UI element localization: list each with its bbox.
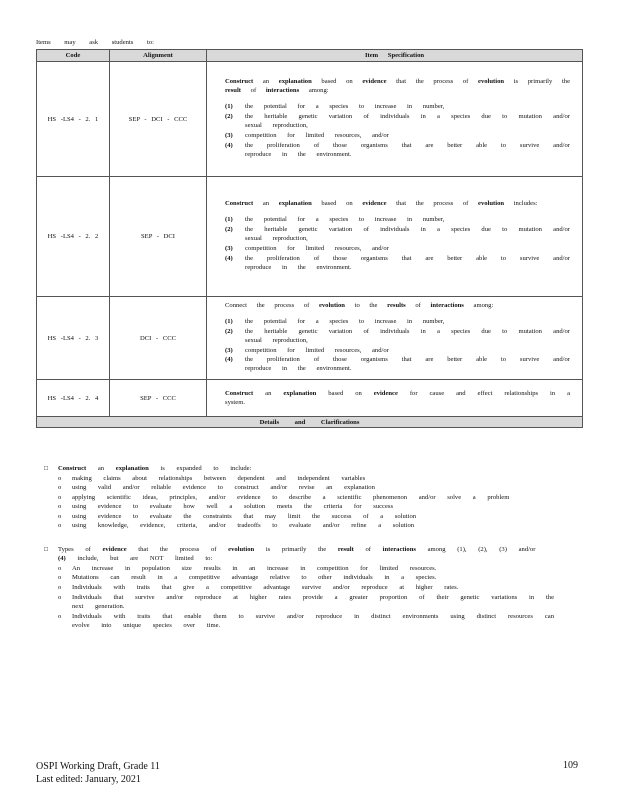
- square-bullet-icon: □: [44, 465, 48, 472]
- item-text: the heritable genetic variation of individuals in a species due to mutation and/or sexual reproduction,: [245, 327, 570, 344]
- item-number: (1): [225, 216, 233, 224]
- row-specification: [207, 62, 583, 177]
- footer: [36, 760, 160, 786]
- list-item-text: An increase in population size results in an increase in competition for limited resources.: [72, 564, 437, 572]
- item-text: the potential for a species to increase in number,: [245, 216, 445, 224]
- row-code: HS -LS4 - 2. 1: [37, 62, 110, 177]
- spec-item-list: [225, 103, 570, 159]
- row-code: HS -LS4 - 2. 3: [37, 297, 110, 380]
- item-text: the proliferation of those organisms that are better able to survive and/or reproduce in the environment.: [245, 141, 570, 158]
- list-item-text: applying scientific ideas, principles, and/or evidence to describe a scientific phenomenon and/or solve a problem: [72, 493, 510, 501]
- list-item-text: Mutations can result in a competitive advantage relative to other individuals in a species.: [72, 574, 437, 582]
- row-specification: [207, 177, 583, 297]
- list-item-text: making claims about relationships between dependent and independent variables: [72, 474, 366, 482]
- list-item: [225, 132, 570, 141]
- item-text: the heritable genetic variation of individuals in a species due to mutation and/or sexual reproduction,: [245, 226, 570, 243]
- item-text: the potential for a species to increase in number,: [245, 317, 445, 325]
- item-number: (2): [225, 226, 233, 234]
- block1-title: Construct an explanation is expanded to include:: [58, 465, 252, 472]
- page-number: 109: [563, 760, 578, 771]
- intro-text: Items may ask students to:: [36, 39, 154, 46]
- row-alignment: SEP - DCI - CCC: [110, 62, 207, 177]
- item-number: (3): [225, 346, 233, 354]
- item-text: the potential for a species to increase in number,: [245, 103, 445, 111]
- list-item-text: using evidence to evaluate how well a solution meets the criteria for success: [72, 503, 394, 511]
- details-section: [44, 464, 554, 631]
- spec-item-list: [225, 318, 570, 374]
- header-spec: Item Specification: [207, 50, 583, 62]
- row-alignment: DCI - CCC: [110, 297, 207, 380]
- header-code: Code: [37, 50, 110, 62]
- list-item: [225, 103, 570, 112]
- circle-bullet-icon: o: [58, 593, 62, 601]
- row-alignment: SEP - CCC: [110, 380, 207, 417]
- spec-statement: Construct an explanation based on evidence that the process of evolution is primarily the result of interactions among:: [225, 78, 571, 95]
- item-number: (1): [225, 103, 233, 111]
- list-item-text: Individuals with traits that give a competitive advantage survive and/or reproduce at higher rates.: [72, 584, 459, 592]
- circle-bullet-icon: o: [58, 493, 62, 501]
- block2-title: Types of evidence that the process of evolution is primarily the result of interactions among (1), (2), (3) and/or (4) include, but are NOT limited to:: [58, 545, 536, 563]
- circle-bullet-icon: o: [58, 474, 62, 482]
- header-alignment: Alignment: [110, 50, 207, 62]
- list-item: [225, 328, 570, 346]
- item-number: (3): [225, 244, 233, 252]
- details-block-2: [44, 545, 554, 564]
- item-number: (4): [225, 254, 233, 262]
- list-item: [58, 502, 554, 512]
- list-item: [58, 612, 554, 631]
- item-text: the proliferation of those organisms that are better able to survive and/or reproduce in the environment.: [245, 356, 570, 373]
- item-number: (2): [225, 327, 233, 335]
- circle-bullet-icon: o: [58, 503, 62, 511]
- details-header-row: [37, 417, 583, 428]
- details-block-1: [44, 464, 554, 474]
- item-number: (4): [225, 141, 233, 149]
- item-text: the proliferation of those organisms that are better able to survive and/or reproduce in the environment.: [245, 254, 570, 271]
- list-item: [225, 356, 570, 374]
- item-text: competition for limited resources, and/or: [245, 131, 389, 139]
- circle-bullet-icon: o: [58, 612, 62, 620]
- circle-bullet-icon: o: [58, 564, 62, 572]
- list-item: [58, 573, 554, 583]
- block2-list: [58, 564, 554, 631]
- list-item: [225, 255, 570, 273]
- table-header-row: [37, 50, 583, 62]
- item-number: (4): [225, 356, 233, 364]
- row-specification: [207, 380, 583, 417]
- list-item: [58, 512, 554, 522]
- row-alignment: SEP - DCI: [110, 177, 207, 297]
- list-item-text: using knowledge, evidence, criteria, and/or tradeoffs to evaluate and/or refine a solution: [72, 522, 415, 530]
- list-item: [225, 245, 570, 254]
- list-item: [58, 583, 554, 593]
- square-bullet-icon: □: [44, 545, 48, 553]
- item-number: (3): [225, 131, 233, 139]
- item-text: competition for limited resources, and/or: [245, 346, 389, 354]
- list-item: [225, 216, 570, 225]
- item-number: (1): [225, 317, 233, 325]
- circle-bullet-icon: o: [58, 484, 62, 492]
- list-item-text: using evidence to evaluate the constraints that may limit the success of a solution: [72, 512, 417, 520]
- details-header: Details and Clarifications: [37, 417, 583, 428]
- table-row: [37, 177, 583, 297]
- list-item-text: Individuals with traits that enable them to survive and/or reproduce in distinct environments using distinct resources can evolve into unique species over time.: [72, 612, 554, 630]
- list-item: [225, 226, 570, 244]
- item-number: (2): [225, 113, 233, 121]
- item-text: competition for limited resources, and/or: [245, 244, 389, 252]
- list-item: [58, 474, 554, 484]
- table-row: [37, 297, 583, 380]
- circle-bullet-icon: o: [58, 522, 62, 530]
- spec-statement: Construct an explanation based on evidence for cause and effect relationships in a system.: [225, 389, 571, 406]
- spec-item-list: [225, 216, 570, 272]
- list-item: [58, 593, 554, 612]
- list-item: [58, 493, 554, 503]
- circle-bullet-icon: o: [58, 584, 62, 592]
- list-item-text: using valid and/or reliable evidence to construct and/or revise an explanation: [72, 484, 375, 492]
- list-item: [58, 483, 554, 493]
- table-row: [37, 62, 583, 177]
- row-code: HS -LS4 - 2. 2: [37, 177, 110, 297]
- list-item: [225, 318, 570, 327]
- list-item: [58, 564, 554, 574]
- item-spec-table: [36, 49, 583, 428]
- footer-line-1: OSPI Working Draft, Grade 11: [36, 761, 160, 772]
- row-specification: [207, 297, 583, 380]
- block1-list: [58, 474, 554, 531]
- table-row: [37, 380, 583, 417]
- list-item-text: Individuals that survive and/or reproduce at higher rates provide a greater proportion of their genetic variations in the next generation.: [72, 593, 554, 611]
- list-item: [225, 142, 570, 160]
- spec-statement: Connect the process of evolution to the results of interactions among:: [225, 302, 494, 309]
- row-code: HS -LS4 - 2. 4: [37, 380, 110, 417]
- circle-bullet-icon: o: [58, 574, 62, 582]
- spec-statement: Construct an explanation based on evidence that the process of evolution includes:: [225, 200, 538, 208]
- list-item: [225, 113, 570, 131]
- list-item: [58, 521, 554, 531]
- item-text: the heritable genetic variation of individuals in a species due to mutation and/or sexual reproduction,: [245, 113, 570, 129]
- circle-bullet-icon: o: [58, 512, 62, 520]
- list-item: [225, 347, 570, 356]
- footer-line-2: Last edited: January, 2021: [36, 774, 141, 785]
